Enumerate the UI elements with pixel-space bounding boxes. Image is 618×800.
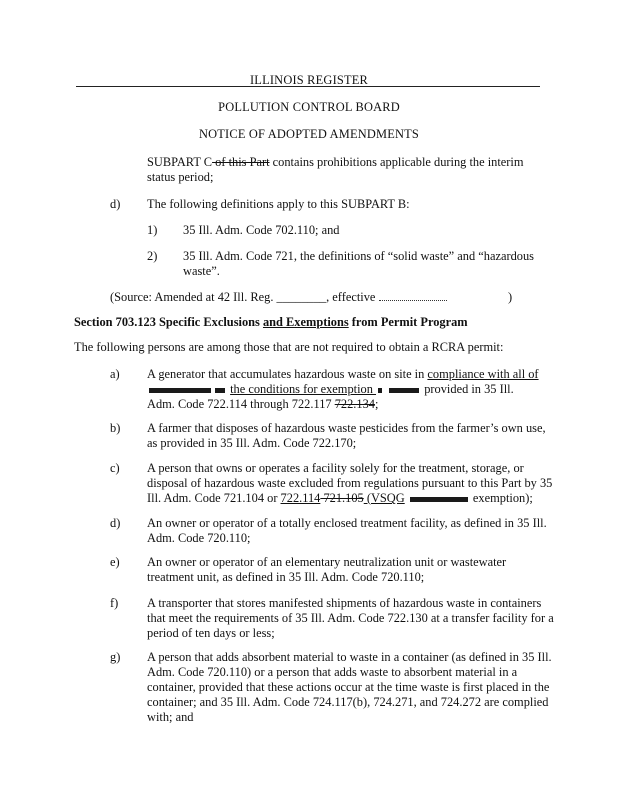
def-2-line1: 35 Ill. Adm. Code 721, the definitions of “solid waste” and “hazardous	[183, 249, 534, 263]
section-heading: Section 703.123 Specific Exclusions and Exemptions from Permit Program	[74, 315, 468, 329]
redaction-mark	[378, 388, 382, 393]
item-g-line1: A person that adds absorbent material to waste in a container (as defined in 35 Ill.	[147, 650, 552, 664]
item-e-label: e)	[110, 555, 120, 569]
item-c-label: c)	[110, 461, 120, 475]
def-2-label: 2)	[147, 249, 158, 263]
def-2-line2: waste”.	[183, 264, 220, 278]
item-b-line2: as provided in 35 Ill. Adm. Code 722.170;	[147, 436, 357, 450]
item-c-line3: Ill. Adm. Code 721.104 or 722.114 721.105 (VSQG exemption);	[147, 491, 533, 505]
item-d2-line2: Adm. Code 720.110;	[147, 531, 251, 545]
item-c-line2: disposal of hazardous waste excluded from regulations pursuant to this Part by 35	[147, 476, 553, 490]
item-g-label: g)	[110, 650, 121, 664]
item-d-label: d)	[110, 197, 121, 211]
item-g-line5: with; and	[147, 710, 194, 724]
def-1-label: 1)	[147, 223, 158, 237]
item-e-line1: An owner or operator of an elementary neutralization unit or wastewater	[147, 555, 507, 569]
redaction-mark	[215, 388, 225, 393]
item-f-label: f)	[110, 596, 119, 610]
item-d-text: The following definitions apply to this SUBPART B:	[147, 197, 410, 211]
item-f-line3: period of ten days or less;	[147, 626, 275, 640]
item-c-line1: A person that owns or operates a facility solely for the treatment, storage, or	[147, 461, 524, 475]
item-f-line1: A transporter that stores manifested shipments of hazardous waste in containers	[147, 596, 542, 610]
item-g-line4: container; and 35 Ill. Adm. Code 724.117(b), 724.271, and 724.272 are complied	[147, 695, 549, 709]
item-g-line3: container, provided that these actions occur at the time waste is first placed in the	[147, 680, 550, 694]
notice-title: NOTICE OF ADOPTED AMENDMENTS	[198, 127, 420, 141]
effective-date-blank	[379, 290, 447, 301]
item-b-line1: A farmer that disposes of hazardous waste pesticides from the farmer’s own use,	[147, 421, 546, 435]
item-a-line2: the conditions for exemption provided in 35 Ill.	[147, 382, 514, 397]
item-e-line2: treatment unit, as defined in 35 Ill. Adm. Code 720.110;	[147, 570, 425, 584]
item-b-label: b)	[110, 421, 121, 435]
board-title: POLLUTION CONTROL BOARD	[218, 100, 400, 114]
redaction-mark	[410, 497, 468, 502]
item-a-label: a)	[110, 367, 120, 381]
source-note: (Source: Amended at 42 Ill. Reg. ________, effective	[110, 290, 447, 305]
register-title: ILLINOIS REGISTER	[249, 73, 368, 87]
item-a-line3: Adm. Code 722.114 through 722.117 722.134;	[147, 397, 379, 411]
item-d2-line1: An owner or operator of a totally enclosed treatment facility, as defined in 35 Ill.	[147, 516, 547, 530]
redaction-mark	[149, 388, 211, 393]
subpart-carryover-line1: SUBPART C of this Part contains prohibitions applicable during the interim	[147, 155, 524, 169]
section-intro: The following persons are among those that are not required to obtain a RCRA permit:	[74, 340, 504, 354]
redaction-mark	[389, 388, 419, 393]
source-close-paren: )	[508, 290, 513, 304]
item-f-line2: that meet the requirements of 35 Ill. Adm. Code 722.130 at a transfer facility for a	[147, 611, 554, 625]
item-a-line1: A generator that accumulates hazardous waste on site in compliance with all of	[147, 367, 539, 381]
def-1-text: 35 Ill. Adm. Code 702.110; and	[183, 223, 340, 237]
subpart-carryover-line2: status period;	[147, 170, 214, 184]
item-g-line2: Adm. Code 720.110) or a person that adds waste to absorbent material in a	[147, 665, 518, 679]
item-d2-label: d)	[110, 516, 121, 530]
